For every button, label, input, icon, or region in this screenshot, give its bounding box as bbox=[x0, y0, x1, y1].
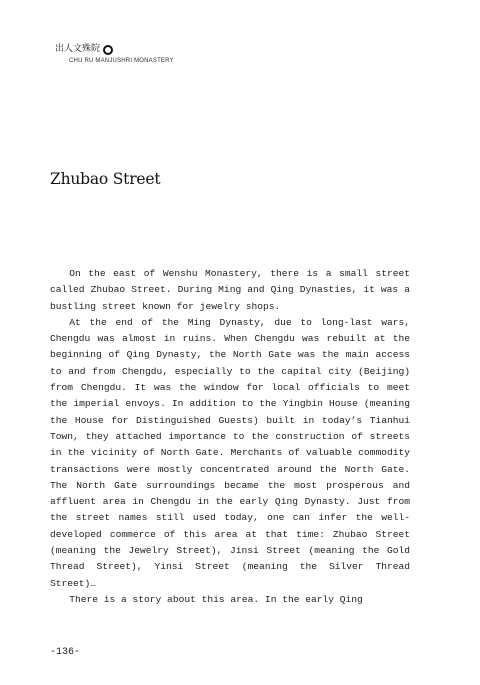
running-header bbox=[55, 44, 174, 65]
section-title: Zhubao Street bbox=[50, 170, 161, 188]
body-text bbox=[50, 266, 410, 608]
header-english-title: CHU RU MANJUSHRI MONASTERY bbox=[69, 58, 174, 64]
circle-icon bbox=[103, 45, 113, 55]
paragraph: On the east of Wenshu Monastery, there is a small street called Zhubao Street. During Ming and Qing Dynasties, it was a bustling street known for jewelry shops. bbox=[50, 268, 410, 312]
header-chinese-title: 出人文殊院 bbox=[55, 44, 101, 54]
paragraph: There is a story about this area. In the early Qing bbox=[69, 593, 363, 605]
header-chinese-row bbox=[55, 44, 174, 55]
paragraph: At the end of the Ming Dynasty, due to long-last wars, Chengdu was almost in ruins. When Chengdu was rebuilt at the beginning of Qing Dynasty, the North Gate was the main access to and from Chengdu, especially to the capital city (Beijing) from Chengdu. It was the window for local officials to meet the imperial envoys. In addition to the Yingbin House (meaning the House for Distinguished Guests) built in today’s Tianhui Town, they attached importance to the construction of streets in the vicinity of North Gate. Merchants of valuable commodity transactions were mostly concentrated around the North Gate. The North Gate surroundings became the most prosperous and affluent area in Chengdu in the early Qing Dynasty. Just from the street names still used today, one can infer the well-developed commerce of this area at that time: Zhubao Street (meaning the Jewelry Street), Jinsi Street (meaning the Gold Thread Street), Yinsi Street (meaning the Silver Thread Street)… bbox=[50, 316, 410, 589]
page-number: -136- bbox=[50, 647, 81, 658]
